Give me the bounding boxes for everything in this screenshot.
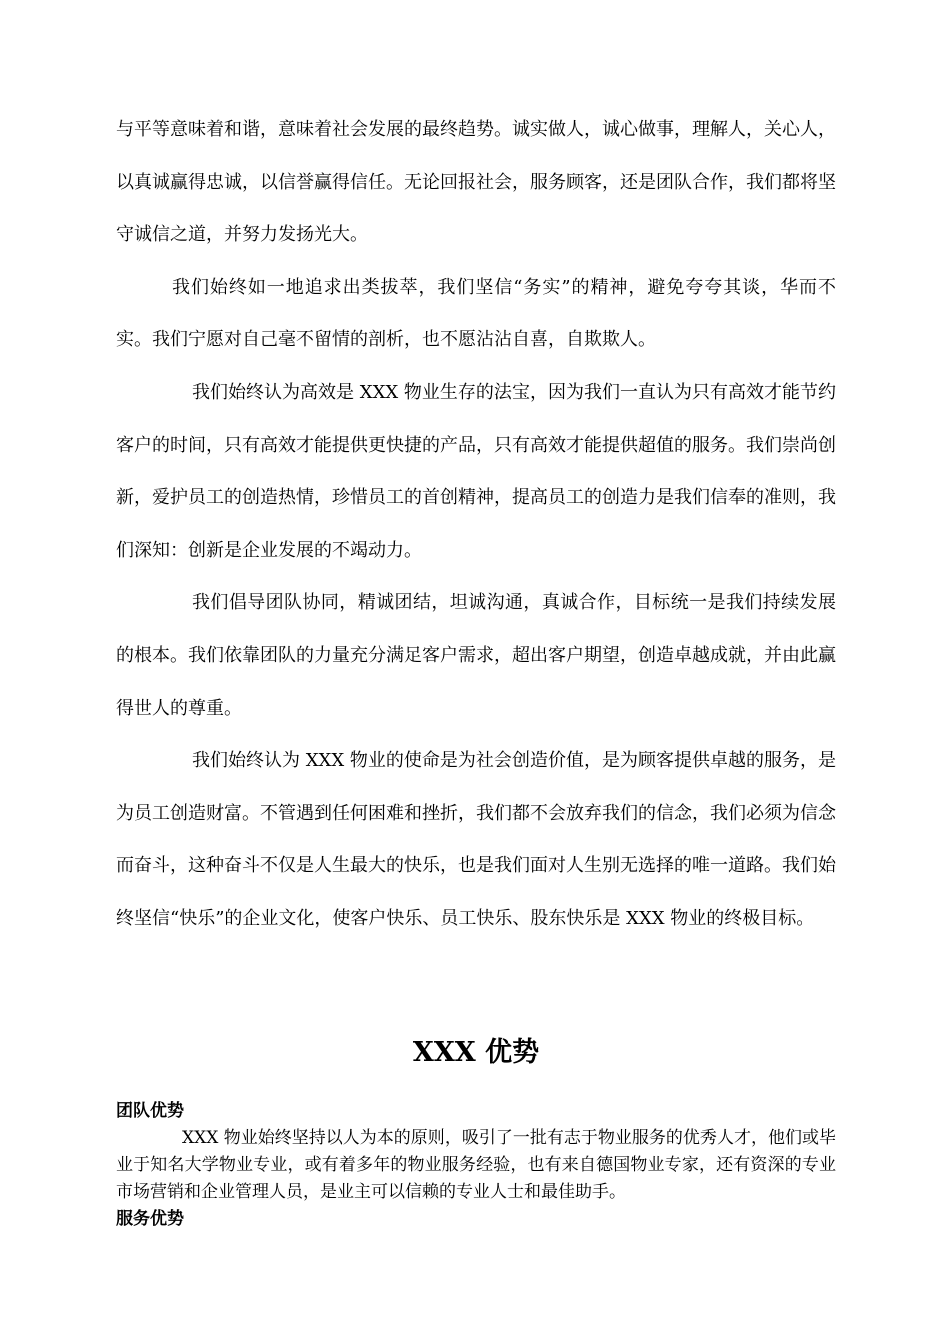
paragraph-integrity: 与平等意味着和谐，意味着社会发展的最终趋势。诚实做人，诚心做事，理解人，关心人，以真诚赢得忠诚，以信誉赢得信任。无论回报社会，服务顾客，还是团队合作，我们都将坚守诚信之道，并努力发扬光大。 <box>116 119 836 246</box>
paragraph-teamwork: 我们倡导团队协同，精诚团结，坦诚沟通，真诚合作，目标统一是我们持续发展的根本。我们依靠团队的力量充分满足客户需求，超出客户期望，创造卓越成就，并由此赢得世人的尊重。 <box>116 592 836 719</box>
paragraph-excellence: 我们始终如一地追求出类拔萃，我们坚信“务实”的精神，避免夸夸其谈，华而不实。我们宁愿对自己毫不留情的剖析，也不愿沾沾自喜，自欺欺人。 <box>116 276 836 351</box>
paragraph-efficiency: 我们始终认为高效是 XXX 物业生存的法宝，因为我们一直认为只有高效才能节约客户的时间，只有高效才能提供更快捷的产品，只有高效才能提供超值的服务。我们崇尚创新，爱护员工的创造热情，珍惜员工的首创精神，提高员工的创造力是我们信奉的准则，我们深知：创新是企业发展的不竭动力。 <box>116 381 836 561</box>
service-advantage-heading: 服务优势 <box>116 1209 184 1229</box>
paragraph-mission: 我们始终认为 XXX 物业的使命是为社会创造价值，是为顾客提供卓越的服务，是为员工创造财富。不管遇到任何困难和挫折，我们都不会放弃我们的信念，我们必须为信念而奋斗，这种奋斗不仅是人生最大的快乐，也是我们面对人生别无选择的唯一道路。我们始终坚信“快乐”的企业文化，使客户快乐、员工快乐、股东快乐是 XXX 物业的终极目标。 <box>116 750 836 929</box>
body-section <box>116 104 836 946</box>
team-advantage-heading: 团队优势 <box>116 1101 184 1121</box>
section-title: XXX 优势 <box>412 1037 540 1068</box>
advantages-section <box>116 1098 836 1233</box>
team-advantage-text: XXX 物业始终坚持以人为本的原则，吸引了一批有志于物业服务的优秀人才，他们或毕业于知名大学物业专业，或有着多年的物业服务经验，也有来自德国物业专家，还有资深的专业市场营销和企业管理人员，是业主可以信赖的专业人士和最佳助手。 <box>116 1128 836 1202</box>
